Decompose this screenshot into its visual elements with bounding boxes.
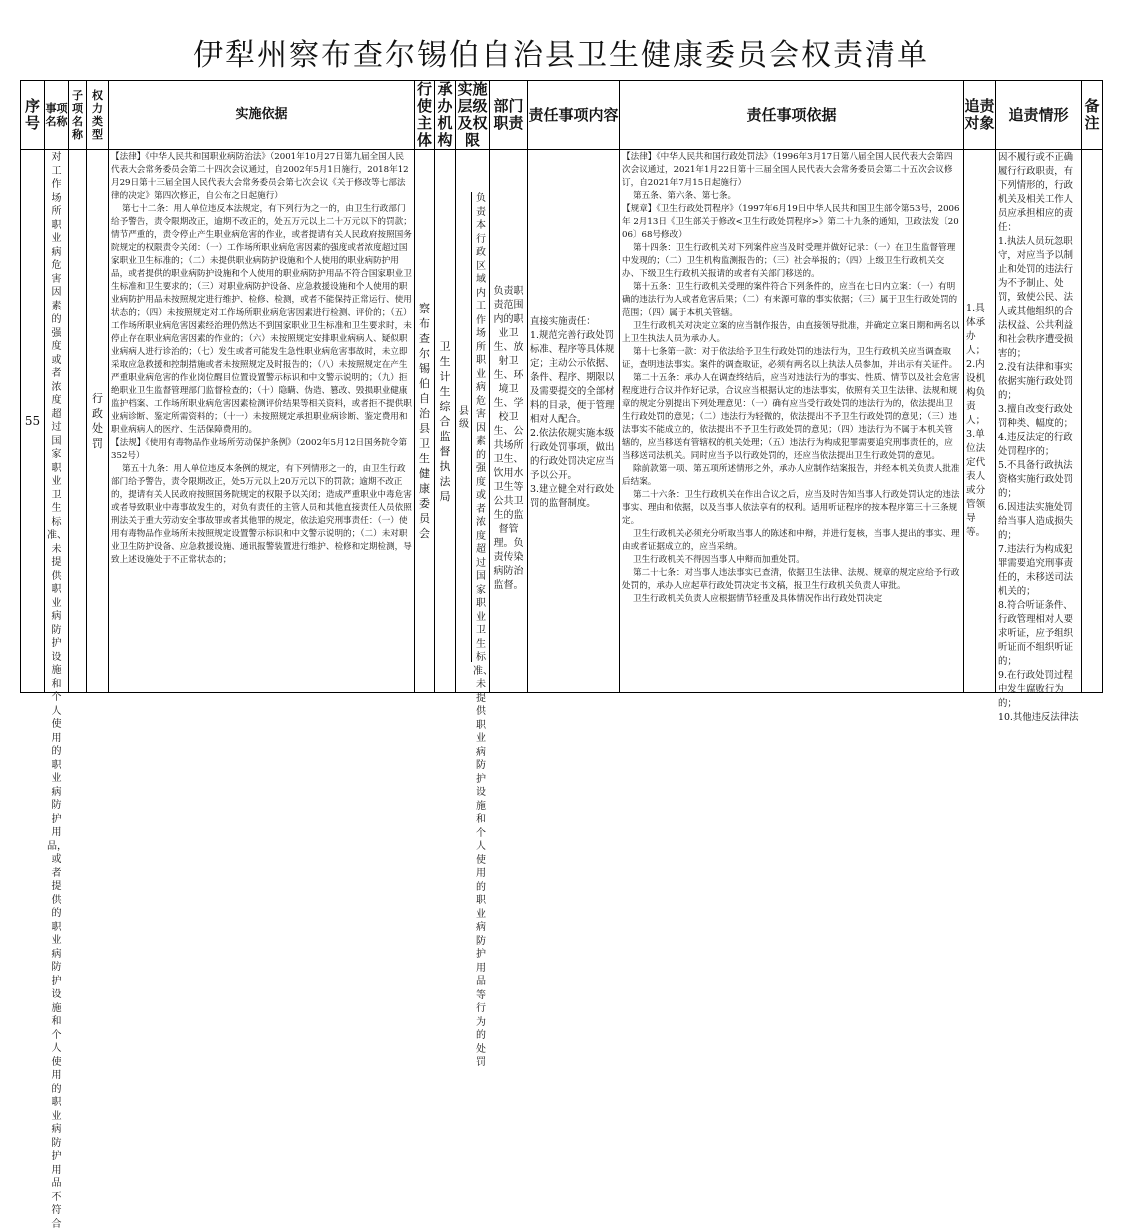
- header-resp-basis: 责任事项依据: [620, 81, 964, 150]
- row-account-case-cell: [996, 150, 1082, 723]
- page-title: 伊犁州察布查尔锡伯自治县卫生健康委员会权责清单: [193, 38, 929, 73]
- row-level: 县级: [459, 406, 469, 430]
- header-basis: 实施依据: [109, 81, 415, 150]
- row-sub-item: [69, 150, 87, 693]
- responsibility-table: [20, 80, 1103, 1230]
- row-resp-basis-cell: [620, 150, 964, 693]
- row-resp-basis: 【法律】《中华人民共和国行政处罚法》（1996年3月17日第八届全国人民代表大会第四次会议通过，2021年1月22日第十三届全国人民代表大会常务委员会第二十五次会议修订，自2021年7月15日起施行） 第五条、第六条、第七条。 【规章】《卫生行政处罚程序》（1997年6月19日中华人民共和国卫生部令第53号，2006年 2月13日《卫生部关于修改<卫生行政处罚程序>》第二十九条的通知，卫政法发〔2006〕68号修改） 第十四条：卫生行政机关对下列案件应当及时受理并做好记录：（一）在卫生监督管理中发现的；（二）卫生机构监测报告的；（三）社会举报的；（四）上级卫生行政机关交办、下级卫生行政机关报请的或者有关部门移送的。 第十五条：卫生行政机关受理的案件符合下列条件的，应当在七日内立案：（一）有明确的违法行为人或者危害后果；（二）有来源可靠的事实依据；（三）属于卫生行政处罚的范围；（四）属于本机关管辖。 卫生行政机关对决定立案的应当制作报告，由直接领导批准，并确定立案日期和两名以上卫生执法人员为承办人。 第十七条第一款：对于依法给予卫生行政处罚的违法行为，卫生行政机关应当调查取证，查明违法事实。案件的调查取证，必须有两名以上执法人员参加，并出示有关证件。 第二十五条：承办人在调查终结后，应当对违法行为的事实、性质、情节以及社会危害程度进行合议并作好记录，合议应当根据认定的违法事实，依照有关卫生法律、法规和规章的规定分别提出下列处理意见：（一）确有应当受行政处罚的违法行为的，依法提出卫生行政处罚的意见；（二）违法行为轻微的，依法提出不予卫生行政处罚的意见；（三）违法事实不能成立的，依法提出不予卫生行政处罚的意见；（四）违法行为不属于本机关管辖的，应当移送有管辖权的机关处理；（五）违法行为构成犯罪需要追究刑事责任的，应当移送司法机关。同时应当予以行政处罚的，还应当依法提出卫生行政处罚的意见。 除前款第一项、第五项所述情形之外，承办人应制作结案报告，并经本机关负责人批准后结案。 第二十六条：卫生行政机关在作出合议之后，应当及时告知当事人行政处罚认定的违法事实、理由和依据，以及当事人依法享有的权利。适用听证程序的按本程序第三十三条规定。 卫生行政机关必须充分听取当事人的陈述和申辩，并进行复核，当事人提出的事实、理由或者证据成立的，应当采纳。 卫生行政机关不得因当事人申辩而加重处罚。 第二十七条：对当事人违法事实已查清，依据卫生法律、法规、规章的规定应给予行政处罚的，承办人应起草行政处罚决定书文稿，报卫生行政机关负责人审批。 卫生行政机关负责人应根据情节轻重及具体情况作出行政处罚决定: [622, 152, 960, 604]
- header-agency: 承办机构: [435, 81, 456, 150]
- row-item-name-cell: [45, 150, 69, 1230]
- header-account-case: 追责情形: [996, 81, 1082, 150]
- row-subject: 察布查尔锡伯自治县卫生健康委员会: [419, 302, 430, 540]
- row-remark: [1082, 150, 1103, 693]
- header-subject: 行使主体: [415, 81, 435, 150]
- header-level: 实施层级及权限: [457, 80, 488, 149]
- header-row: [21, 81, 1103, 150]
- row-resp-content-cell: [528, 150, 620, 693]
- row-account-object-cell: [964, 150, 996, 693]
- row-level-cell: [456, 150, 493, 1068]
- row-dept-duty-cell: [490, 150, 528, 693]
- table-row: [21, 150, 1103, 693]
- row-account-object: 1.具体承办人； 2.内设机构负责人； 3.单位法定代表人或分管领导等。: [966, 303, 986, 538]
- header-dept-duty: 部门职责: [490, 81, 528, 150]
- row-basis: 【法律】《中华人民共和国职业病防治法》（2001年10月27日第九届全国人民代表大会常务委员会第二十四次会议通过，自2002年5月1日施行，2018年12月29日第十三届全国人民代表大会常务委员会第七次会议《关于修改等七部法律的决定》第四次修正，自公布之日起施行） 第七十二条：用人单位违反本法规定，有下列行为之一的，由卫生行政部门给予警告，责令限期改正，逾期不改正的，处五万元以上二十万元以下的罚款；情节严重的，责令停止产生职业病危害的作业，或者提请有关人民政府按照国务院规定的权限责令关闭：（一）工作场所职业病危害因素的强度或者浓度超过国家职业卫生标准的；（二）未提供职业病防护设施和个人使用的职业病防护用品，或者提供的职业病防护设施和个人使用的职业病防护用品不符合国家职业卫生标准和卫生要求的；（三）对职业病防护设备、应急救援设施和个人使用的职业病防护用品未按照规定进行维护、检修、检测，或者不能保持正常运行、使用状态的；（四）未按照规定对工作场所职业病危害因素进行检测、评价的；（五）工作场所职业病危害因素经治理仍然达不到国家职业卫生标准和卫生要求时，未停止存在职业病危害因素的作业的；（六）未按照规定安排职业病病人、疑似职业病病人进行诊治的；（七）发生或者可能发生急性职业病危害事故时，未立即采取应急救援和控制措施或者未按照规定及时报告的；（八）未按照规定在产生严重职业病危害的作业岗位醒目位置设置警示标识和中文警示说明的；（九）拒绝职业卫生监督管理部门监督检查的；（十）隐瞒、伪造、篡改、毁损职业健康监护档案、工作场所职业病危害因素检测评价结果等相关资料，或者拒不提供职业病诊断、鉴定所需资料的；（十一）未按照规定承担职业病诊断、鉴定费用和职业病病人的医疗、生活保障费用的。 【法规】《使用有毒物品作业场所劳动保护条例》（2002年5月12日国务院令第352号） 第五十九条：用人单位违反本条例的规定，有下列情形之一的，由卫生行政部门给予警告，责令限期改正，处5万元以上20万元以下的罚款；逾期不改正的，提请有关人民政府按照国务院规定的权限予以关闭；造成严重职业中毒危害或者导致职业中毒事故发生的，对负有责任的主管人员和其他直接责任人员依照刑法关于重大劳动安全事故罪或者其他罪的规定，依法追究刑事责任：（一）使用有毒物品作业场所未按照规定设置警示标识和中文警示说明的；（二）未对职业卫生防护设备、应急救援设施、通讯报警装置进行维护、检修和定期检测，导致上述设施处于不正常状态的；: [111, 152, 412, 565]
- row-seq: 55: [21, 150, 45, 693]
- row-dept-duty-scope: 负责本行政区域内工作场所职业病危害因素的强度或者浓度超过国家职业卫生标准、未提供职业病防护设施和个人使用的职业病防护用品等行为的处罚: [473, 193, 493, 1068]
- row-item-name: 对工作场所职业病危害因素的强度或者浓度超过国家职业卫生标准、未提供职业病防护设施和个人使用的职业病防护用品，或者提供的职业病防护设施和个人使用的职业病防护用品不符合: [47, 152, 67, 1230]
- header-item-name: 事项名称: [45, 81, 69, 150]
- header-sub-item: 子项名称: [69, 81, 87, 150]
- header-account-object: 追责对象: [964, 81, 996, 150]
- row-basis-cell: [109, 150, 415, 693]
- header-power-type: 权力类型: [87, 81, 109, 150]
- row-power-type: 行政处罚: [92, 392, 103, 450]
- row-agency: 卫生计生综合监督执法局: [439, 339, 451, 503]
- row-agency-cell: [435, 150, 456, 693]
- row-level-wrap: [456, 150, 493, 1068]
- row-resp-content: 直接实施责任： 1.规范完善行政处罚标准、程序等具体规定；主动公示依据、条件、程序、期限以及需要提交的全部材料的目录，便于管理相对人配合。 2.依法依规实施本级行政处罚事项，做出的行政处罚决定应当予以公开。 3.建立健全对行政处罚的监督制度。: [530, 316, 615, 509]
- row-account-case: 因不履行或不正确履行行政职责，有下列情形的，行政机关及相关工作人员应承担相应的责任： 1.执法人员玩忽职守，对应当予以制止和处罚的违法行为不予制止、处罚，致使公民、法人或其他组织的合法权益、公共利益和社会秩序遭受损害的； 2.没有法律和事实依据实施行政处罚的； 3.擅自改变行政处罚种类、幅度的； 4.违反法定的行政处罚程序的； 5.不具备行政执法资格实施行政处罚的； 6.因违法实施处罚给当事人造成损失的； 7.违法行为构成犯罪需要追究刑事责任的，未移送司法机关的； 8.符合听证条件、行政管理相对人要求听证，应予组织听证而不组织听证的； 9.在行政处罚过程中发生腐败行为的； 10.其他违反法律法: [998, 152, 1079, 723]
- header-remark: 备注: [1082, 81, 1103, 150]
- row-power-type-cell: [87, 150, 109, 693]
- row-dept-duty: 负责职责范围内的职业卫生、放射卫生、环境卫生、学校卫生、公共场所卫生、饮用水卫生等公共卫生的监督管理。负责传染病防治监督。: [493, 286, 524, 591]
- header-seq: 序号: [21, 81, 45, 150]
- row-subject-cell: [415, 150, 435, 693]
- header-resp-content: 责任事项内容: [528, 81, 620, 150]
